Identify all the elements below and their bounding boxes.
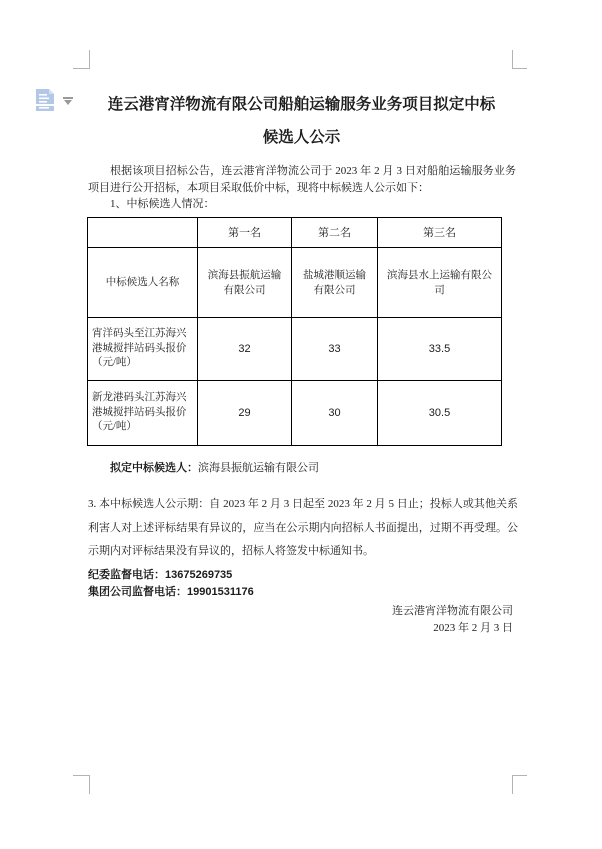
crop-mark-bottom-right <box>512 775 527 794</box>
crop-mark-top-right <box>512 50 527 69</box>
crop-mark-bottom-left <box>73 775 90 794</box>
page-title <box>88 88 515 154</box>
header-cell-empty <box>88 218 198 248</box>
price-value: 30.5 <box>378 381 502 446</box>
signature-date: 2023 年 2 月 3 日 <box>433 622 513 634</box>
row-label: 中标候选人名称 <box>88 248 198 318</box>
candidate-3-name: 滨海县水上运输有限公司 <box>378 248 502 318</box>
phone2-label: 集团公司监督电话： <box>88 586 187 598</box>
phone-line-group <box>88 584 516 601</box>
price-value: 33.5 <box>378 318 502 381</box>
proposed-winner-label: 拟定中标候选人： <box>110 462 198 474</box>
table-row-price-xinlonggang <box>88 381 502 446</box>
crop-mark-top-left <box>73 50 90 69</box>
price-value: 32 <box>198 318 292 381</box>
proposed-winner-value: 滨海县振航运输有限公司 <box>198 462 319 474</box>
notice-period-paragraph: 3. 本中标候选人公示期：自 2023 年 2 月 3 日起至 2023 年 2 月 5 日止；投标人或其他关系利害人对上述评标结果有异议的，应当在公示期内向招标人书面提出，过期不再受理。公示期内对评标结果没有异议的，招标人将签发中标通知书。 <box>88 498 518 557</box>
signature-block <box>213 603 513 637</box>
phone1-number: 13675269735 <box>165 569 233 581</box>
price-value: 29 <box>198 381 292 446</box>
row-label: 宵洋码头至江苏海兴港城搅拌站码头报价（元/吨） <box>88 318 198 381</box>
header-cell-third: 第三名 <box>378 218 502 248</box>
table-row-candidate-names <box>88 248 502 318</box>
table-row-price-xiaoyang <box>88 318 502 381</box>
section1-heading: 1、中标候选人情况： <box>110 198 215 210</box>
price-value: 33 <box>292 318 378 381</box>
phone2-number: 19901531176 <box>187 586 254 598</box>
proposed-winner-line <box>88 461 516 476</box>
supervision-phones <box>88 567 516 601</box>
intro-block <box>88 163 516 213</box>
candidate-2-name: 盐城港顺运输有限公司 <box>292 248 378 318</box>
intro-paragraph: 根据该项目招标公告，连云港宵洋物流公司于 2023 年 2 月 3 日对船舶运输服务业务项目进行公开招标，本项目采取低价中标，现将中标候选人公示如下： <box>88 165 516 194</box>
candidate-1-name: 滨海县振航运输有限公司 <box>198 248 292 318</box>
phone1-label: 纪委监督电话： <box>88 569 165 581</box>
document-object-icon[interactable] <box>33 88 57 112</box>
price-value: 30 <box>292 381 378 446</box>
phone-line-discipline <box>88 567 516 584</box>
row-label: 新龙港码头江苏海兴港城搅拌站码头报价（元/吨） <box>88 381 198 446</box>
title-line-2: 候选人公示 <box>262 129 341 146</box>
bid-candidates-table <box>87 217 502 446</box>
header-cell-first: 第一名 <box>198 218 292 248</box>
title-line-1: 连云港宵洋物流有限公司船舶运输服务业务项目拟定中标 <box>107 96 496 113</box>
header-cell-second: 第二名 <box>292 218 378 248</box>
signature-company: 连云港宵洋物流有限公司 <box>392 605 513 617</box>
icon-dropdown-arrow[interactable] <box>62 96 74 106</box>
table-header-row <box>88 218 502 248</box>
